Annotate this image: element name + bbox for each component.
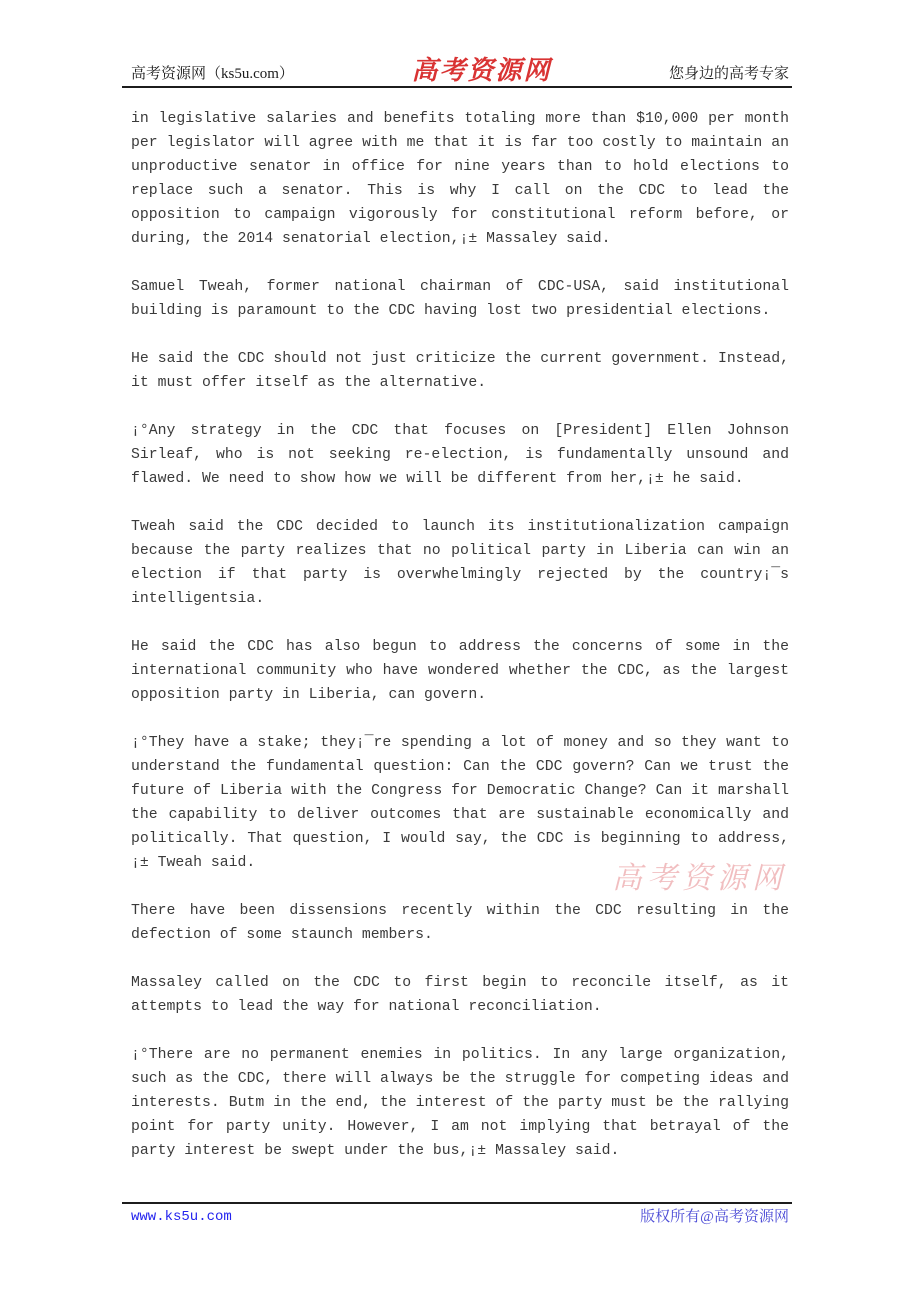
body-paragraph: He said the CDC has also begun to address the concerns of some in the international community who have wondered whether the CDC, as the largest opposition party in Liberia, can govern.: [131, 639, 789, 703]
article-body: [131, 107, 789, 1187]
footer-url-link[interactable]: www.ks5u.com: [131, 1209, 232, 1225]
body-paragraph: ¡°They have a stake; they¡¯re spending a lot of money and so they want to understand the fundamental question: Can the CDC govern? Can we trust the future of Liberia with the Congress for Democratic Change? Can it marshall the capability to deliver outcomes that are sustainable economically and politically. That question, I would say, the CDC is beginning to address,¡± Tweah said.: [131, 735, 789, 871]
body-paragraph: He said the CDC should not just criticize the current government. Instead, it must offer itself as the alternative.: [131, 351, 789, 391]
header-divider: [122, 86, 792, 88]
site-watermark: 高考资源网: [612, 862, 787, 895]
body-paragraph: in legislative salaries and benefits totaling more than $10,000 per month per legislator will agree with me that it is far too costly to maintain an unproductive senator in office for nine years than to hold elections to replace such a senator. This is why I call on the CDC to lead the opposition to campaign vigorously for constitutional reform before, or during, the 2014 senatorial election,¡± Massaley said.: [131, 111, 789, 247]
body-paragraph: ¡°There are no permanent enemies in politics. In any large organization, such as the CDC, there will always be the struggle for competing ideas and interests. Butm in the end, the interest of the party must be the rallying point for party unity. However, I am not implying that betrayal of the party interest be swept under the bus,¡± Massaley said.: [131, 1047, 789, 1159]
body-paragraph: Massaley called on the CDC to first begin to reconcile itself, as it attempts to lead the way for national reconciliation.: [131, 975, 789, 1015]
header-site-name: 高考资源网（ks5u.com）: [131, 66, 294, 82]
body-paragraph: Tweah said the CDC decided to launch its institutionalization campaign because the party realizes that no political party in Liberia can win an election if that party is overwhelmingly rejected by the country¡¯s intelligentsia.: [131, 519, 789, 607]
footer-divider: [122, 1202, 792, 1204]
page-footer: [131, 1208, 789, 1226]
page-header: [131, 46, 789, 84]
header-slogan: 您身边的高考专家: [668, 66, 789, 82]
body-paragraph: ¡°Any strategy in the CDC that focuses on [President] Ellen Johnson Sirleaf, who is not seeking re-election, is fundamentally unsound and flawed. We need to show how we will be different from her,¡± he said.: [131, 423, 789, 487]
site-logo: 高考资源网: [411, 56, 552, 85]
footer-copyright: 版权所有@高考资源网: [640, 1209, 789, 1225]
body-paragraph: There have been dissensions recently within the CDC resulting in the defection of some staunch members.: [131, 903, 789, 943]
body-paragraph: Samuel Tweah, former national chairman of CDC-USA, said institutional building is paramount to the CDC having lost two presidential elections.: [131, 279, 789, 319]
